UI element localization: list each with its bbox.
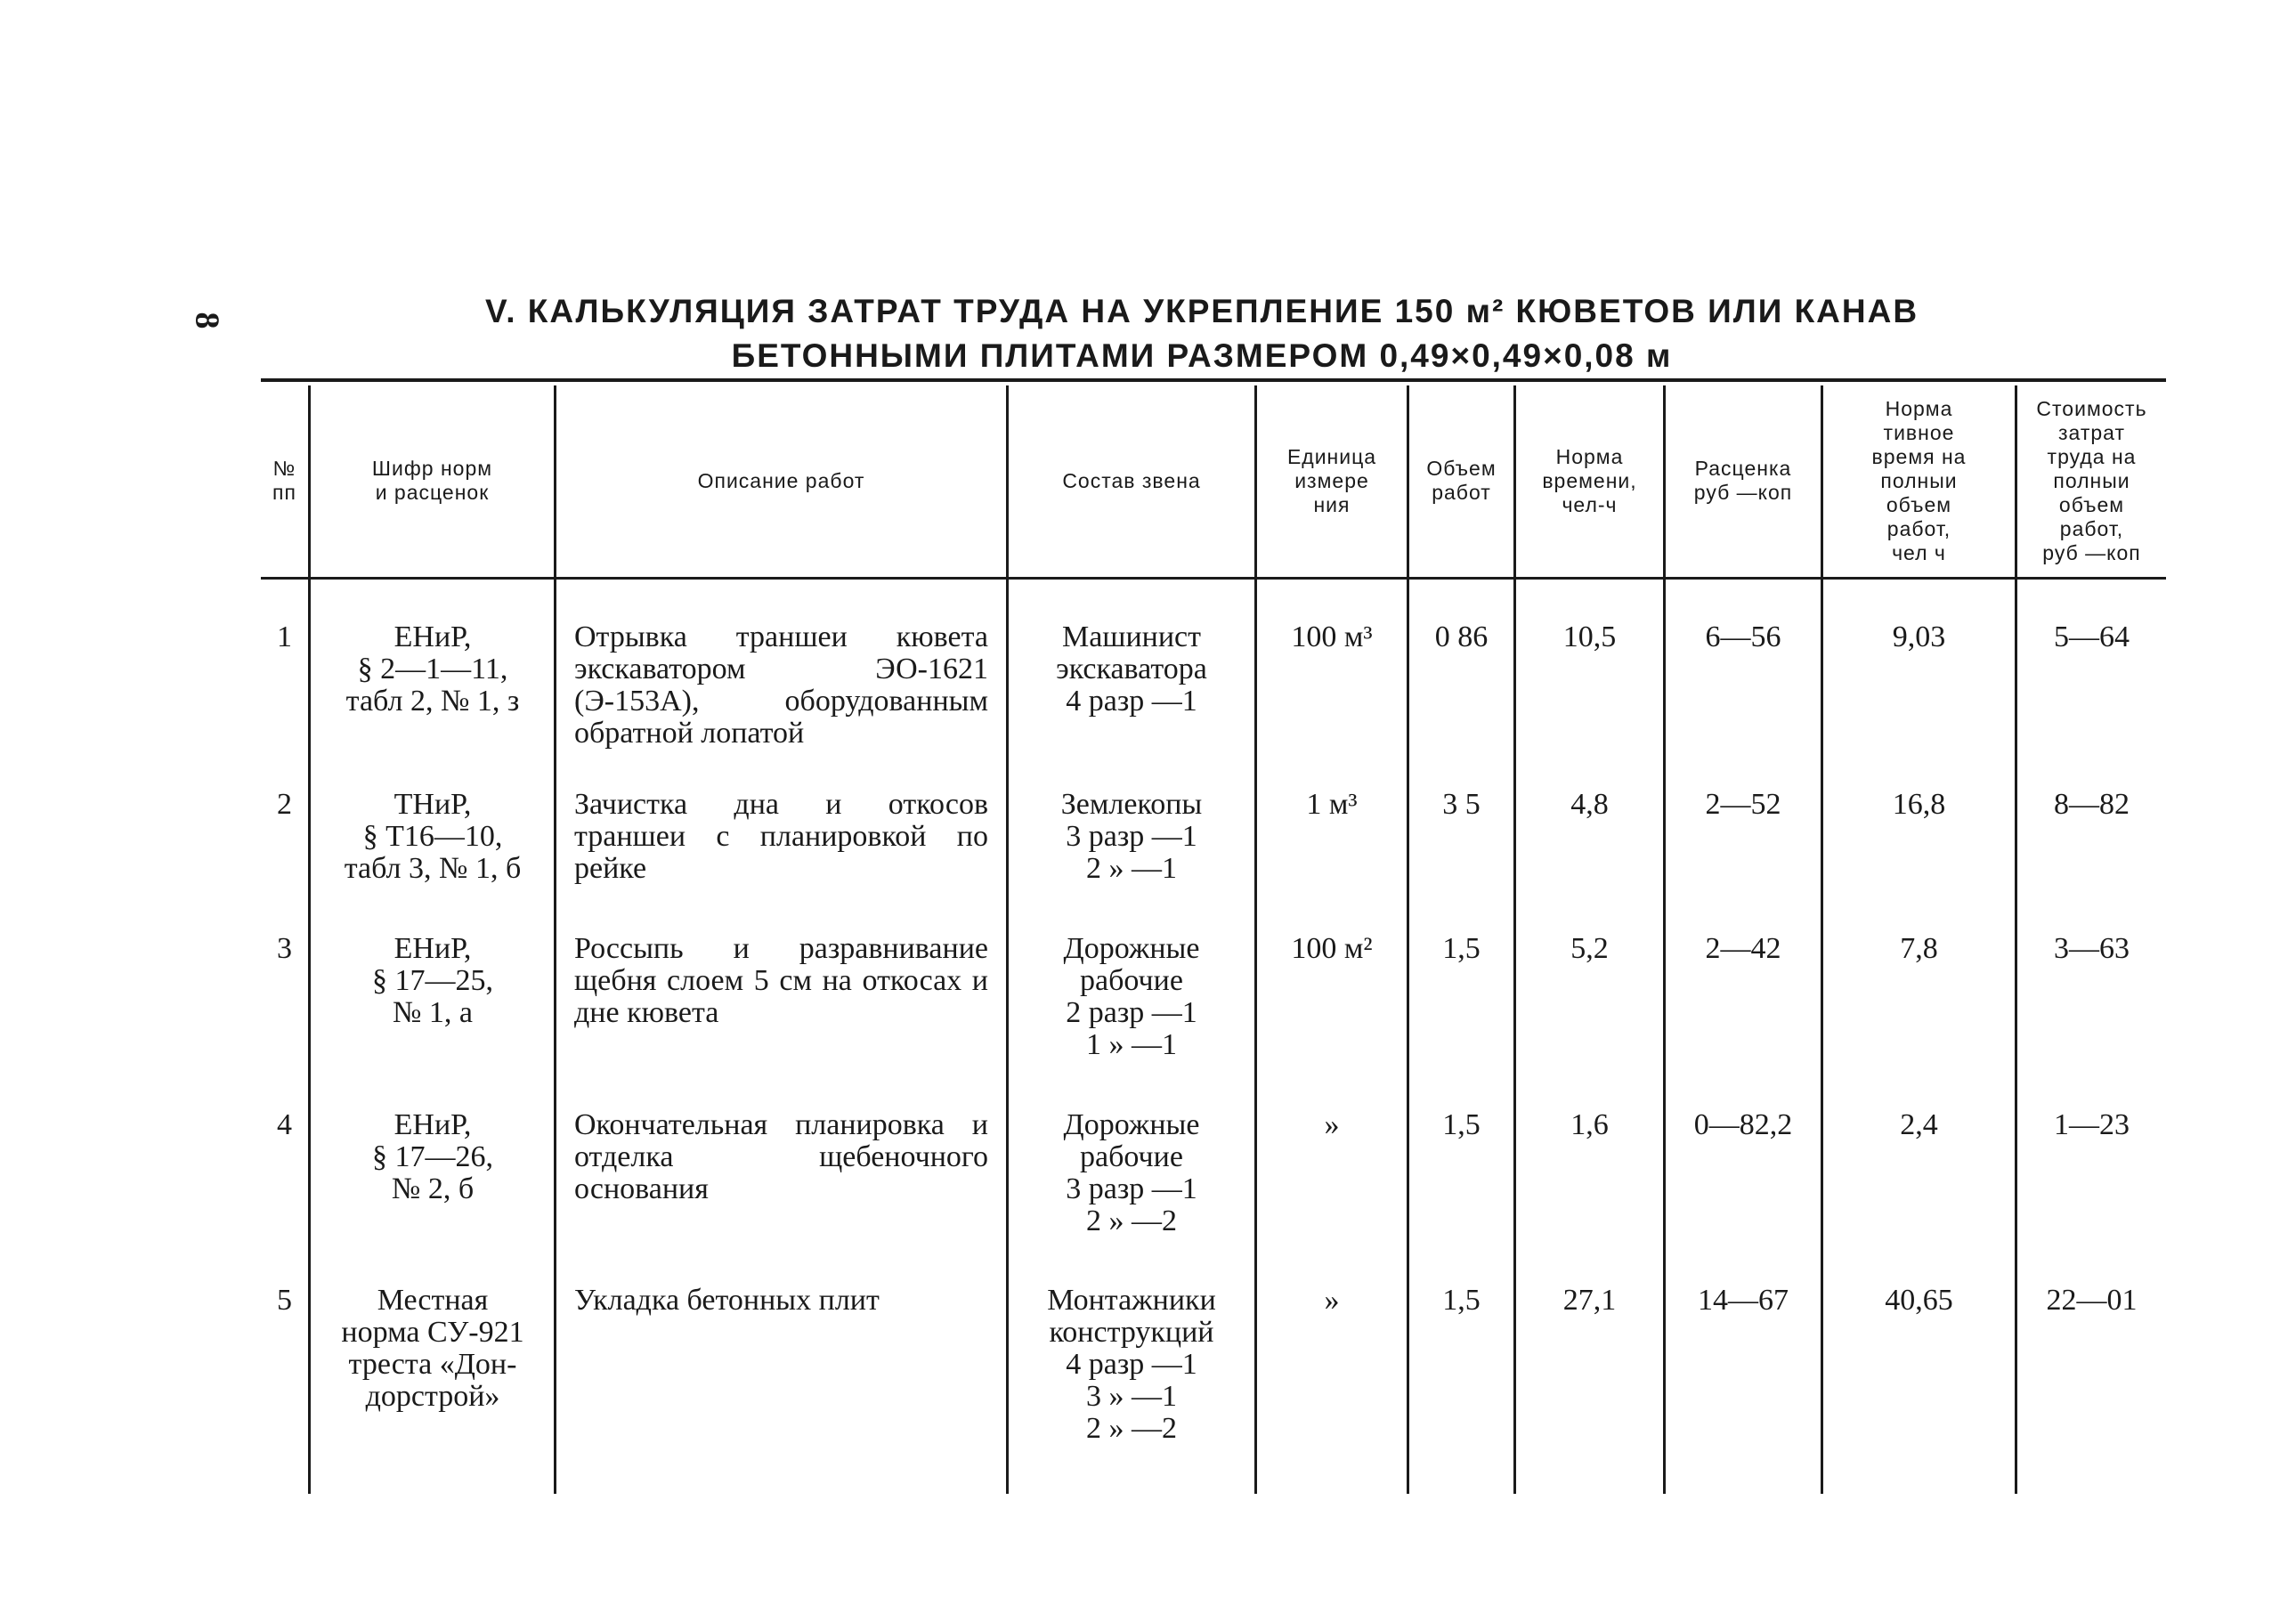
row-unit: 100 м³ <box>1291 620 1373 653</box>
row-volume: 1,5 <box>1442 1284 1481 1317</box>
row-normative-time: 9,03 <box>1892 620 1946 653</box>
row-num: 2 <box>277 788 292 821</box>
page-title <box>231 289 2172 378</box>
table-header-rule <box>261 577 2166 580</box>
header-crew: Состав звена <box>1062 468 1201 492</box>
row-cost: 1—23 <box>2054 1108 2130 1141</box>
header-description: Описание работ <box>697 468 865 492</box>
row-norm: 27,1 <box>1562 1284 1617 1317</box>
row-crew: Машинист экскаватора 4 разр —1 <box>1056 620 1207 718</box>
row-cost: 3—63 <box>2054 932 2130 965</box>
row-num: 5 <box>277 1284 292 1317</box>
header-normative-time: Норма тивное время на полныи объем работ, чел ч <box>1871 396 1967 564</box>
header-volume: Объем работ <box>1426 457 1497 504</box>
row-description: Окончательная планировка и отделка щебеночного основания <box>574 1108 988 1205</box>
row-code: Местная норма СУ-921 треста «Дон- дорстрой» <box>341 1284 524 1413</box>
row-description: Россыпь и разравнивание щебня слоем 5 см на откосах и дне кювета <box>574 932 988 1029</box>
table-top-rule <box>261 378 2166 382</box>
row-code: ЕНиР, § 2—1—11, табл 2, № 1, з <box>345 620 520 718</box>
row-crew: Дорожные рабочие 2 разр —1 1 » —1 <box>1063 932 1200 1061</box>
row-code: ТНиР, § Т16—10, табл 3, № 1, б <box>344 788 522 885</box>
row-unit: 100 м² <box>1291 932 1373 965</box>
row-unit: » <box>1324 1108 1340 1141</box>
row-code: ЕНиР, § 17—25, № 1, а <box>372 932 493 1029</box>
row-code: ЕНиР, § 17—26, № 2, б <box>372 1108 493 1205</box>
row-description: Укладка бетонных плит <box>574 1284 880 1317</box>
title-line-2: БЕТОННЫМИ ПЛИТАМИ РАЗМЕРОМ 0,49×0,49×0,08 м <box>731 337 1673 374</box>
row-normative-time: 7,8 <box>1900 932 1938 965</box>
row-rate: 6—56 <box>1705 620 1781 653</box>
row-num: 1 <box>277 620 292 653</box>
row-rate: 2—42 <box>1705 932 1781 965</box>
row-unit: » <box>1324 1284 1340 1317</box>
row-norm: 5,2 <box>1570 932 1609 965</box>
row-description: Отрывка траншеи кювета экскаватором ЭО-1621 (Э-153А), оборудованным обратной лопатой <box>574 620 988 750</box>
row-normative-time: 16,8 <box>1892 788 1946 821</box>
row-cost: 8—82 <box>2054 788 2130 821</box>
header-rate: Расценка руб —коп <box>1693 457 1793 504</box>
row-norm: 1,6 <box>1570 1108 1609 1141</box>
row-rate: 2—52 <box>1705 788 1781 821</box>
header-norm-time: Норма времени, чел-ч <box>1542 444 1637 516</box>
row-description: Зачистка дна и откосов траншеи с планировкой по рейке <box>574 788 988 885</box>
row-normative-time: 40,65 <box>1885 1284 1953 1317</box>
row-volume: 0 86 <box>1434 620 1489 653</box>
row-rate: 14—67 <box>1698 1284 1789 1317</box>
page-number: 8 <box>188 312 226 329</box>
row-volume: 1,5 <box>1442 1108 1481 1141</box>
row-num: 3 <box>277 932 292 965</box>
header-unit: Единица измере ния <box>1286 444 1377 516</box>
row-norm: 10,5 <box>1562 620 1617 653</box>
title-line-1: V. КАЛЬКУЛЯЦИЯ ЗАТРАТ ТРУДА НА УКРЕПЛЕНИЕ 150 м² КЮВЕТОВ ИЛИ КАНАВ <box>484 293 1919 329</box>
row-crew: Землекопы 3 разр —1 2 » —1 <box>1060 788 1203 885</box>
header-cost: Стоимость затрат труда на полныи объем работ, руб —коп <box>2036 396 2147 564</box>
row-cost: 22—01 <box>2046 1284 2138 1317</box>
row-crew: Монтажники конструкций 4 разр —1 3 » —1 2 » —2 <box>1047 1284 1216 1445</box>
row-normative-time: 2,4 <box>1900 1108 1938 1141</box>
header-num: № пп <box>272 457 296 504</box>
header-code: Шифр норм и расценок <box>371 457 493 504</box>
row-cost: 5—64 <box>2054 620 2130 653</box>
row-volume: 1,5 <box>1442 932 1481 965</box>
row-unit: 1 м³ <box>1306 788 1358 821</box>
row-norm: 4,8 <box>1570 788 1609 821</box>
row-num: 4 <box>277 1108 292 1141</box>
row-volume: 3 5 <box>1442 788 1481 821</box>
row-crew: Дорожные рабочие 3 разр —1 2 » —2 <box>1063 1108 1200 1237</box>
row-rate: 0—82,2 <box>1693 1108 1793 1141</box>
